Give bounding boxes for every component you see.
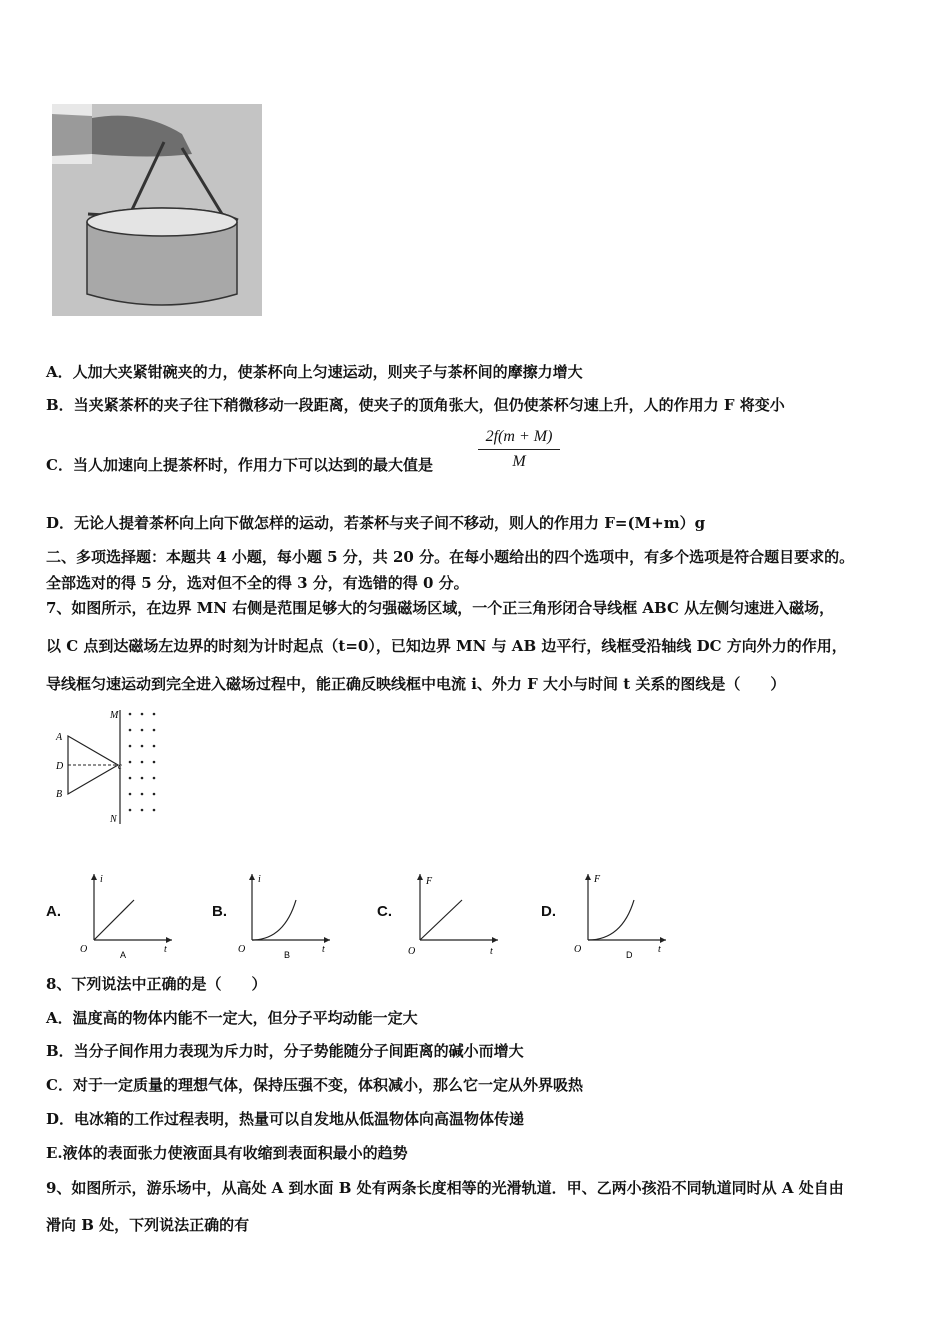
graph-d-origin: O (574, 944, 582, 955)
option-b-prev: B．当夹紧茶杯的夹子往下稍微移动一段距离，使夹子的顶角张大，但仍使茶杯匀速上升，人的作用力 F 将变小 (46, 396, 785, 414)
q7-line3: 导线框匀速运动到完全进入磁场过程中，能正确反映线框中电流 i、外力 F 大小与时间 t 关系的图线是（ ） (46, 675, 786, 693)
label-a: A (56, 732, 63, 743)
fraction-denominator: M (512, 453, 526, 470)
graph-c-x-label: t (490, 946, 493, 957)
section-heading-line1: 二、多项选择题：本题共 4 小题，每小题 5 分，共 20 分。在每小题给出的四个选项中，有多个选项是符合题目要求的。 (46, 548, 855, 566)
q8-option-d: D．电冰箱的工作过程表明，热量可以自发地从低温物体向高温物体传递 (46, 1110, 525, 1128)
q8-option-e: E.液体的表面张力使液面具有收缩到表面积最小的趋势 (46, 1144, 408, 1162)
graph-a-x-label: t (164, 944, 167, 955)
graph-c-label: C. (377, 903, 392, 920)
label-d: D (56, 761, 64, 772)
graph-a-origin: O (80, 944, 88, 955)
graph-c-origin: O (408, 946, 416, 957)
graph-d-sub: D (626, 950, 633, 960)
graph-a-y-label: i (100, 874, 103, 885)
label-b: B (56, 789, 63, 800)
q8-option-a: A．温度高的物体内能不一定大，但分子平均动能一定大 (46, 1009, 418, 1027)
option-c-prev: C．当人加速向上提茶杯时，作用力下可以达到的最大值是 (46, 456, 433, 474)
graph-d-curve (588, 900, 634, 940)
q7-line2: 以 C 点到达磁场左边界的时刻为计时起点（t=0），已知边界 MN 与 AB 边平行，线框受沿轴线 DC 方向外力的作用， (46, 637, 847, 655)
clamp-cup-photo (52, 104, 262, 316)
section-heading-line2: 全部选对的得 5 分，选对但不全的得 3 分，有选错的得 0 分。 (46, 574, 469, 592)
q8-stem: 8、下列说法中正确的是（ ） (46, 975, 267, 993)
graph-d-y-label: F (594, 874, 601, 885)
q8-option-c: C．对于一定质量的理想气体，保持压强不变，体积减小，那么它一定从外界吸热 (46, 1076, 583, 1094)
q7-line1: 7、如图所示，在边界 MN 右侧是范围足够大的匀强磁场区域，一个正三角形闭合导线框 ABC 从左侧匀速进入磁场， (46, 599, 835, 617)
graph-a (76, 868, 176, 960)
q9-line1: 9、如图所示，游乐场中，从高处 A 到水面 B 处有两条长度相等的光滑轨道．甲、乙两小孩沿不同轨道同时从 A 处自由 (46, 1179, 844, 1197)
option-c-fraction (478, 428, 560, 471)
graph-a-sub: A (120, 950, 127, 960)
magnetic-field-diagram (50, 706, 170, 828)
graph-b (234, 868, 334, 960)
graph-b-origin: O (238, 944, 246, 955)
q9-line2: 滑向 B 处，下列说法正确的有 (46, 1216, 250, 1234)
graph-c-curve (420, 900, 462, 940)
graph-a-label: A. (46, 903, 61, 920)
graph-c (402, 868, 502, 960)
graph-a-curve (94, 900, 134, 940)
label-c: c (118, 761, 122, 771)
graph-d (570, 868, 670, 960)
fraction-numerator: 2f(m + M) (478, 428, 560, 450)
graph-c-y-label: F (426, 876, 433, 887)
q8-option-b: B．当分子间作用力表现为斥力时，分子势能随分子间距离的碱小而增大 (46, 1042, 524, 1060)
option-d-prev: D．无论人提着茶杯向上向下做怎样的运动，若茶杯与夹子间不移动，则人的作用力 F=(M+m）g (46, 514, 706, 532)
label-n: N (110, 814, 117, 825)
graph-b-x-label: t (322, 944, 325, 955)
graph-b-curve (252, 900, 296, 940)
field-dots (129, 713, 156, 812)
graph-d-x-label: t (658, 944, 661, 955)
graph-b-label: B. (212, 903, 227, 920)
graph-b-sub: B (284, 950, 291, 960)
option-a-prev: A．人加大夹紧钳碗夹的力，使茶杯向上匀速运动，则夹子与茶杯间的摩擦力增大 (46, 363, 583, 381)
graph-d-label: D. (541, 903, 556, 920)
graph-b-y-label: i (258, 874, 261, 885)
label-m: M (110, 710, 119, 721)
